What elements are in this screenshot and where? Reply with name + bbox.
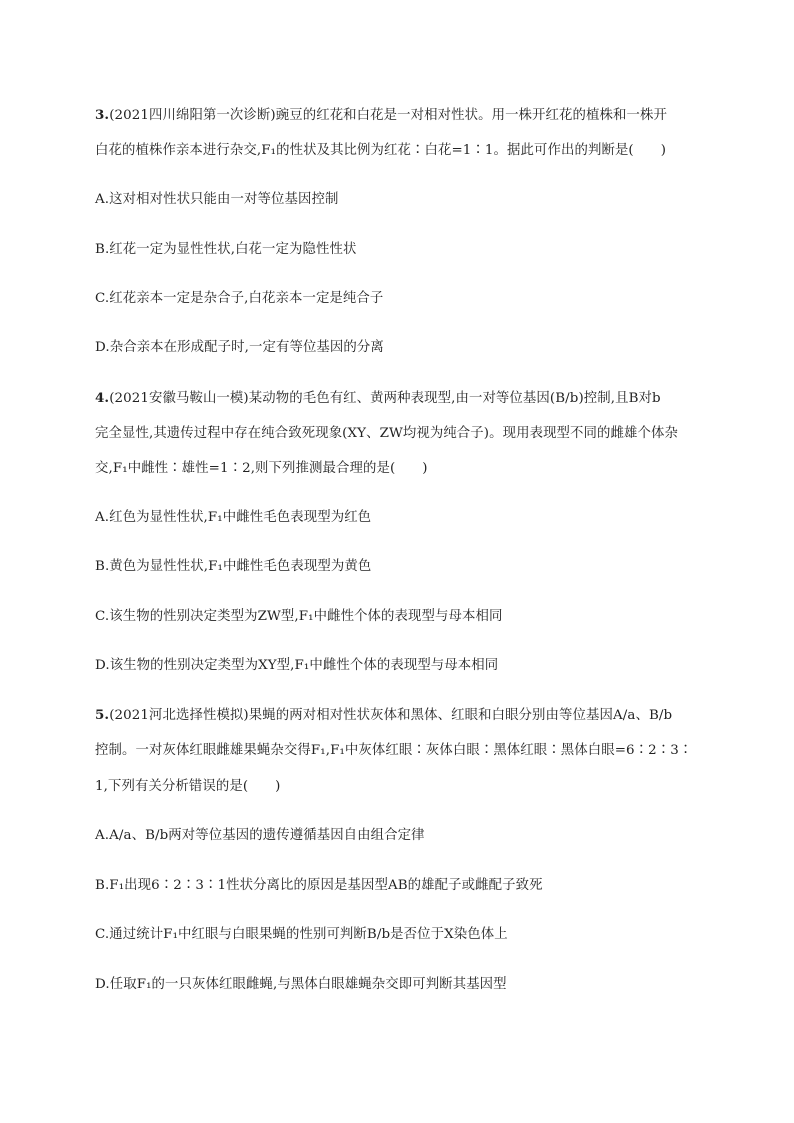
question-5-option-d: D.任取F₁的一只灰体红眼雌蝇,与黑体白眼雄蝇杂交即可判断其基因型 bbox=[95, 977, 507, 992]
question-3-stem-line-1: 3.(2021四川绵阳第一次诊断)豌豆的红花和白花是一对相对性状。用一株开红花的植株和一株开 bbox=[95, 107, 667, 123]
question-3-option-c: C.红花亲本一定是杂合子,白花亲本一定是纯合子 bbox=[95, 291, 384, 306]
question-4-stem-line-2: 完全显性,其遗传过程中存在纯合致死现象(XY、ZW均视为纯合子)。现用表现型不同的雌雄个体杂 bbox=[95, 426, 678, 441]
question-5-stem-line-3: 1,下列有关分析错误的是( ) bbox=[95, 779, 281, 794]
question-5-number: 5. bbox=[95, 707, 110, 723]
question-5-option-a: A.A/a、B/b两对等位基因的遗传遵循基因自由组合定律 bbox=[95, 828, 425, 843]
question-3-option-d: D.杂合亲本在形成配子时,一定有等位基因的分离 bbox=[95, 340, 384, 355]
question-5-stem-line-1: 5.(2021河北选择性模拟)果蝇的两对相对性状灰体和黑体、红眼和白眼分别由等位基因A/a、B/b bbox=[95, 707, 673, 723]
question-4-option-c: C.该生物的性别决定类型为ZW型,F₁中雌性个体的表现型与母本相同 bbox=[95, 609, 503, 624]
question-4-option-d: D.该生物的性别决定类型为XY型,F₁中雌性个体的表现型与母本相同 bbox=[95, 658, 499, 673]
question-4-option-a: A.红色为显性性状,F₁中雌性毛色表现型为红色 bbox=[95, 510, 372, 525]
question-4-option-b: B.黄色为显性性状,F₁中雌性毛色表现型为黄色 bbox=[95, 559, 372, 574]
question-3-option-a: A.这对相对性状只能由一对等位基因控制 bbox=[95, 192, 339, 207]
question-3-stem-line-2: 白花的植株作亲本进行杂交,F₁的性状及其比例为红花∶白花=1∶1。据此可作出的判断是( ) bbox=[95, 143, 667, 158]
question-5-stem-line-2: 控制。一对灰体红眼雌雄果蝇杂交得F₁,F₁中灰体红眼∶灰体白眼∶黑体红眼∶黑体白眼=6∶2∶3∶ bbox=[95, 743, 693, 758]
question-4-stem-line-1: 4.(2021安徽马鞍山一模)某动物的毛色有红、黄两种表现型,由一对等位基因(B/b)控制,且B对b bbox=[95, 390, 661, 406]
question-4-stem-line-3: 交,F₁中雌性∶雄性=1∶2,则下列推测最合理的是( ) bbox=[95, 461, 428, 476]
question-3-option-b: B.红花一定为显性性状,白花一定为隐性性状 bbox=[95, 242, 357, 257]
question-5-option-c: C.通过统计F₁中红眼与白眼果蝇的性别可判断B/b是否位于X染色体上 bbox=[95, 927, 508, 942]
question-5-option-b: B.F₁出现6∶2∶3∶1性状分离比的原因是基因型AB的雄配子或雌配子致死 bbox=[95, 878, 543, 893]
question-4-number: 4. bbox=[95, 390, 110, 406]
question-3-number: 3. bbox=[95, 107, 110, 123]
